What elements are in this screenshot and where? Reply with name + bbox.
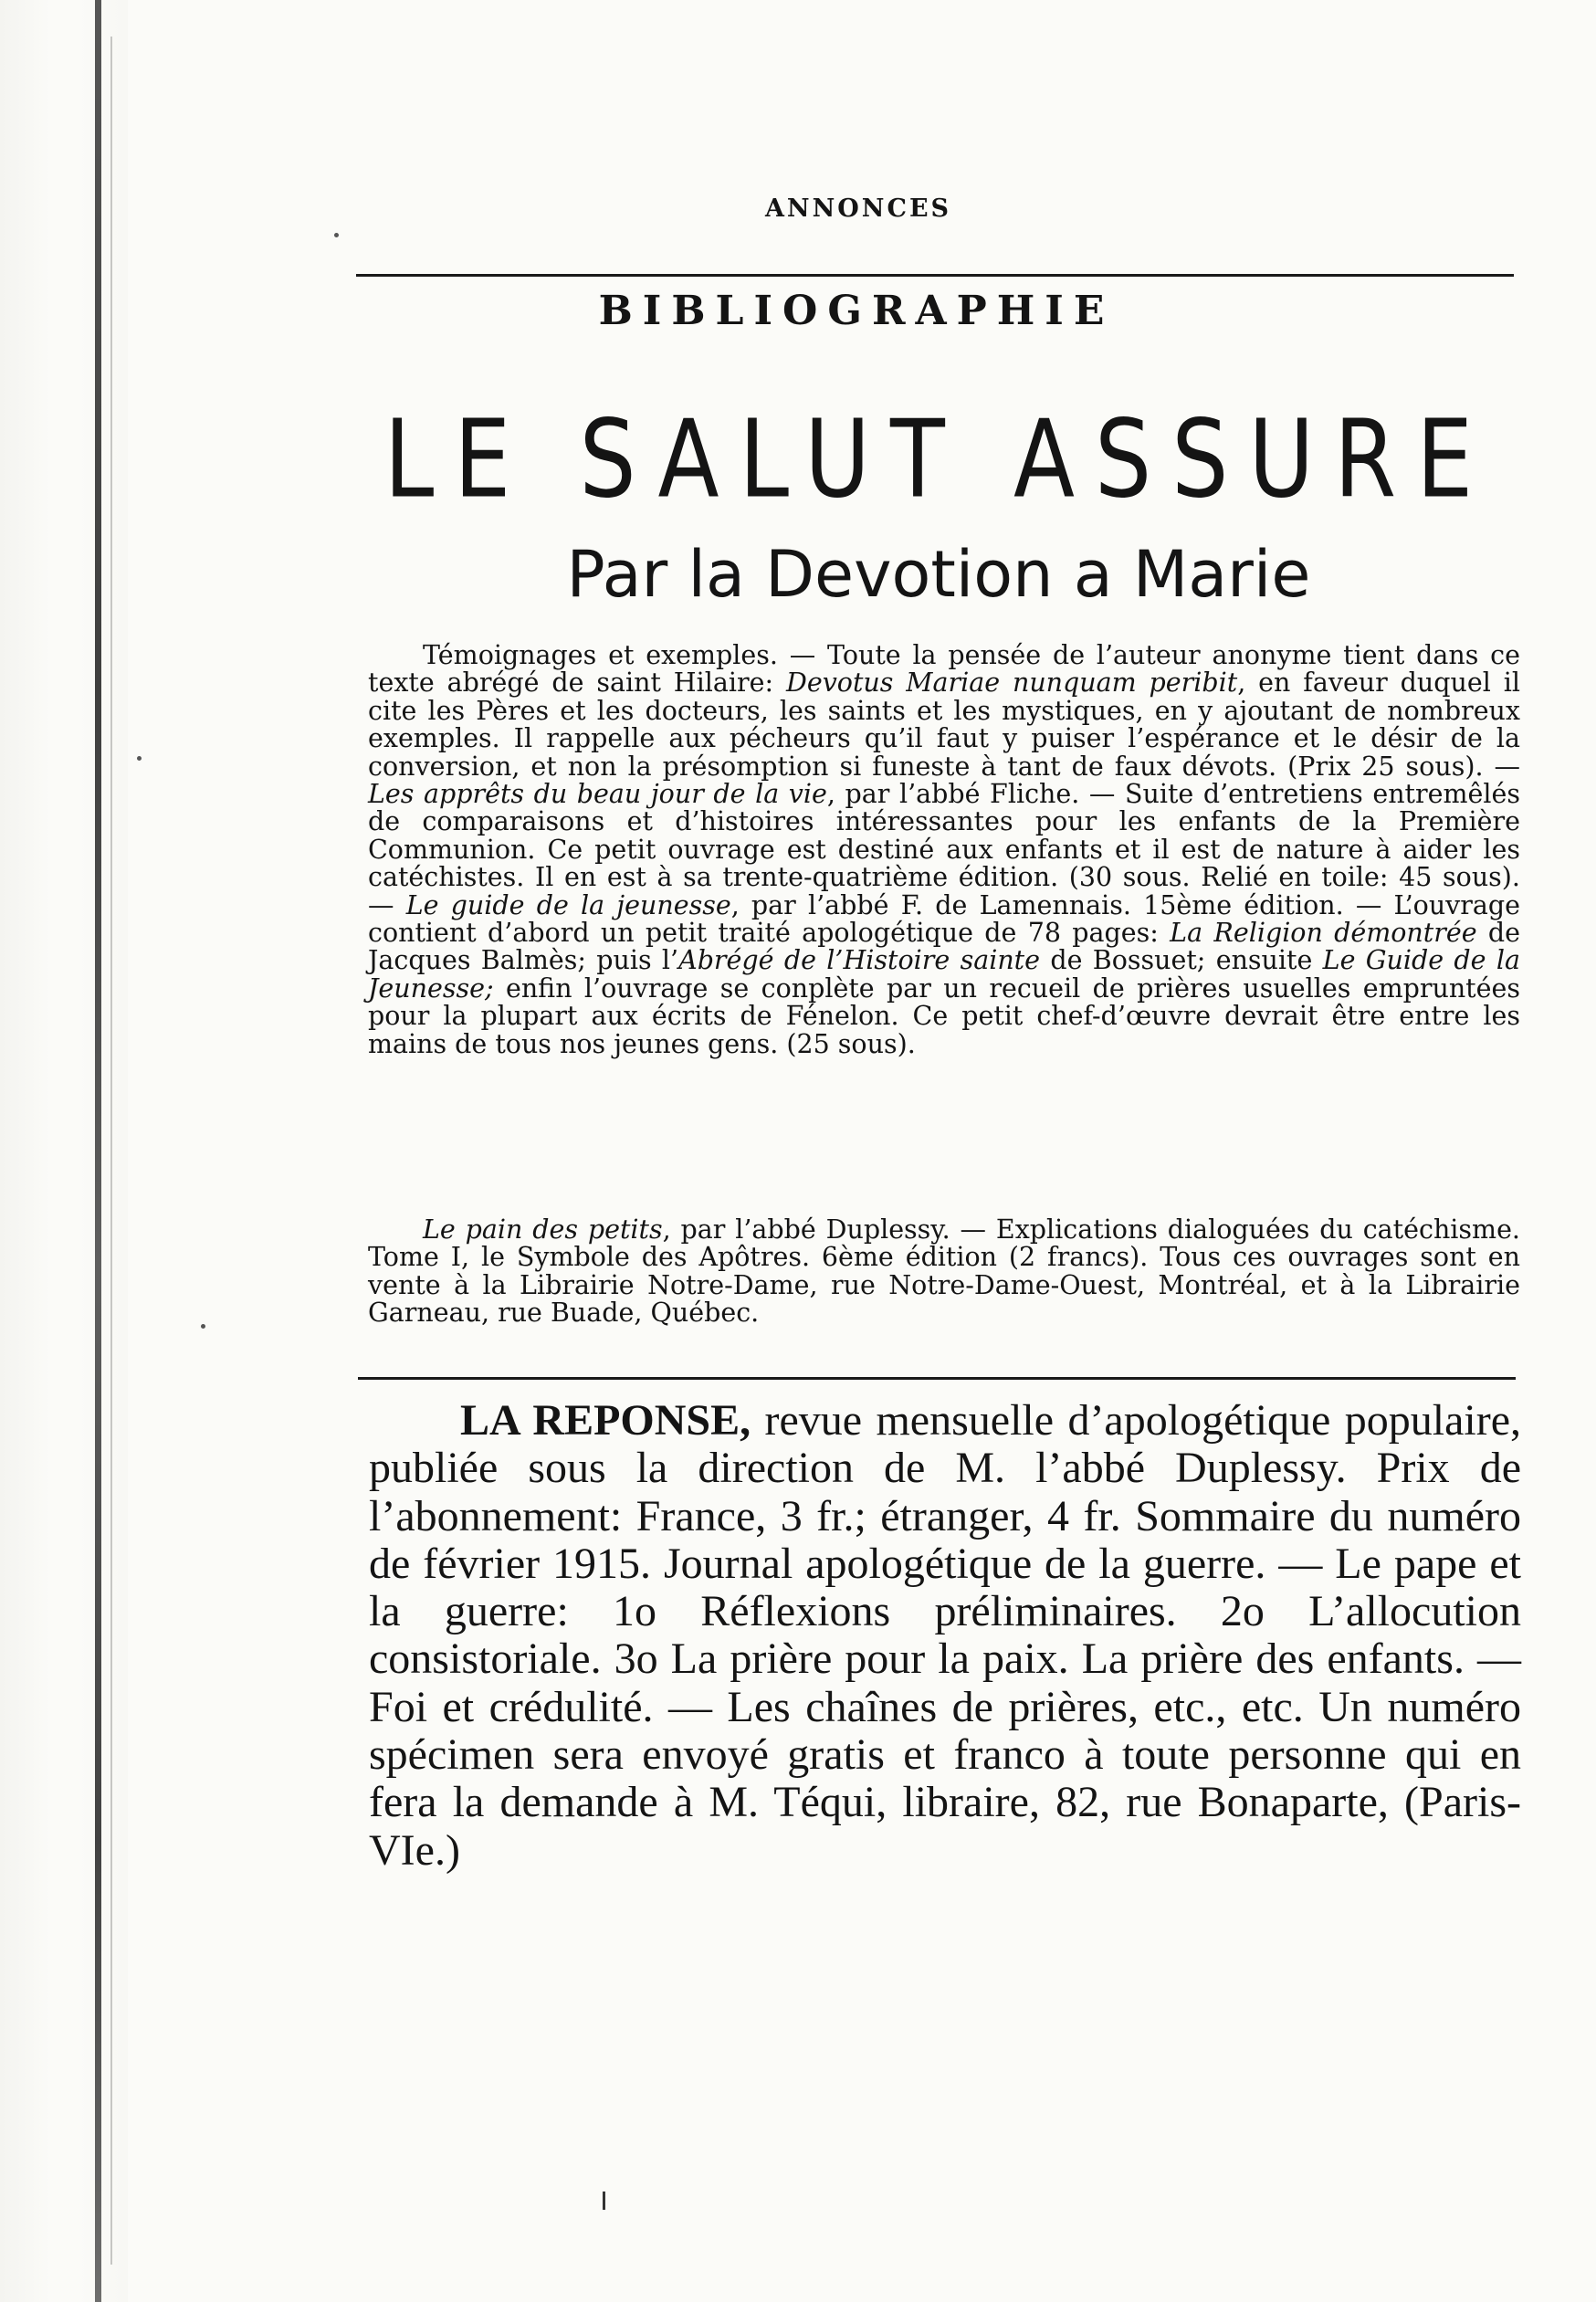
text-run: revue mensuelle d’apologétique populaire, publiée sous la direction de M. l’abbé Duplessy. Prix de l’abonnement: France, 3 fr.; étranger, 4 fr. Sommaire du numéro de février 1915. Journal apologétique de la guerre. — Le pape et la guerre: 1o Réflexions préliminaires. 2o L’allocution consistoriale. 3o La prière pour la paix. La prière des enfants. — Foi et crédulité. — Les chaînes de prières, etc., etc. Un numéro spécimen sera envoyé gratis et franco à toute personne qui en fera la demande à M. Téqui, libraire, 82, rue Bonaparte, (Paris-VIe.) [369,1396,1521,1875]
italic-title: Le guide de la jeunesse [405,889,731,920]
italic-title: La Religion démontrée [1170,918,1477,949]
text-run: , par l’abbé Fliche. — Suite d’entretiens entremêlés de comparaisons et d’histoires intéressantes pour les enfants de la Première Communion. Ce petit ouvrage est destiné aux enfants et il est de nature à aider les catéchistes. Il en est à sa trente-quatrième édition. (30 sous. Relié en toile: 45 sous). — [368,779,1520,920]
text-run: Témoignages et exemples. — Toute la pensée de l’auteur anonyme tient dans ce texte abrégé de saint Hilaire: [368,640,1520,699]
header-rule [356,274,1514,277]
paragraph-la-reponse [369,1397,1521,1875]
text-run: de Jacques Balmès; puis l’ [368,918,1521,976]
text-run: , par l’abbé Duplessy. — Explications dialoguées du catéchisme. Tome I, le Symbole des Apôtres. 6ème édition (2 francs). Tous ces ouvrages sont en vente à la Librairie Notre-Dame, rue Notre-Dame-Ouest, Montréal, et à la Librairie Garneau, rue Buade, Québec. [368,1214,1520,1329]
running-head: ANNONCES [764,194,952,223]
text-run: enfin l’ouvrage se conplète par un recueil de prières usuelles empruntées pour la plupart aux écrits de Fénelon. Ce petit chef-d’œuvre devrait être entre les mains de tous nos jeunes gens. (25 sous). [368,972,1520,1059]
italic-title: Le Guide de la Jeunesse; [368,945,1520,1004]
folio-mark [603,2192,605,2210]
italic-title: Devotus Mariae nunquam peribit [785,667,1238,699]
section-title: BIBLIOGRAPHIE [598,288,1115,334]
section-rule [358,1377,1516,1380]
italic-title: Le pain des petits [423,1214,663,1245]
bold-title: LA REPONSE, [460,1396,751,1445]
ad-subtitle: Par la Devotion a Marie [566,537,1311,612]
text-run: , en faveur duquel il cite les Pères et les docteurs, les saints et les mystiques, en y ajoutant de nombreux exemples. Il rappelle aux pécheurs qu’il faut y puiser l’espérance et le désir de la conversion, et non la présomption si funeste à tant de faux dévots. (Prix 25 sous). — [368,667,1520,782]
text-run: de Bossuet; ensuite [1040,945,1323,976]
italic-title: Abrégé de l’Histoire sainte [678,945,1040,976]
ad-title: LE SALUT ASSURE [383,397,1494,523]
italic-title: Les apprêts du beau jour de la vie [368,779,827,810]
paragraph-bibliography-1 [368,642,1520,1058]
paragraph-bibliography-2 [368,1216,1520,1328]
text-run: , par l’abbé F. de Lamennais. 15ème édition. — L’ouvrage contient d’abord un petit traité apologétique de 78 pages: [368,889,1521,949]
